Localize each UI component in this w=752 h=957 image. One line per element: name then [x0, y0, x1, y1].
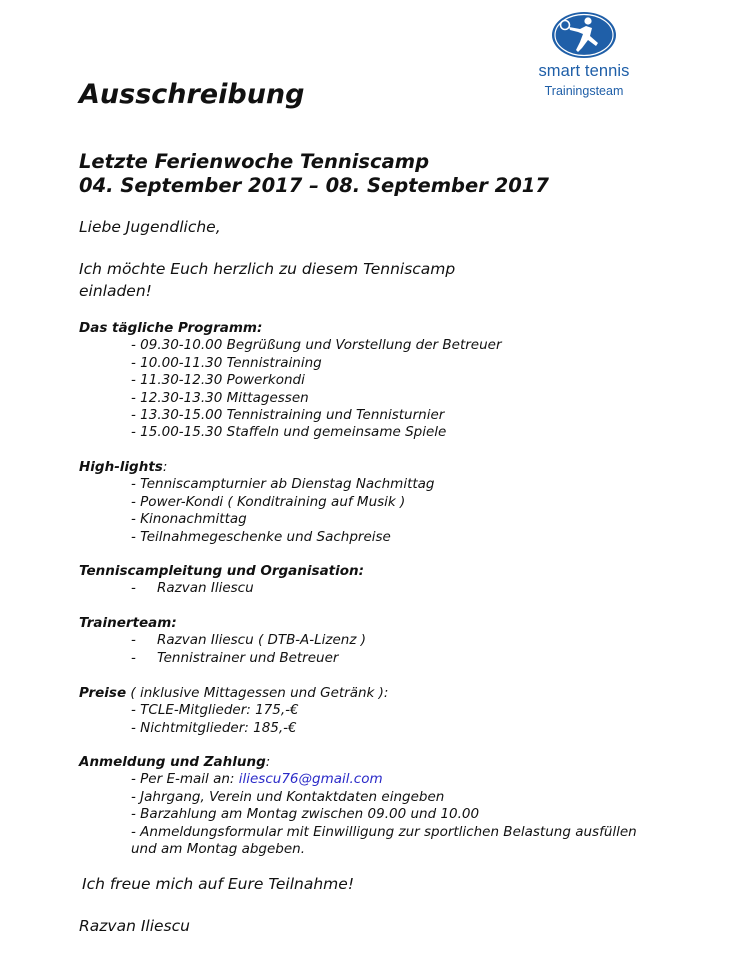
list-item: - 09.30-10.00 Begrüßung und Vorstellung der Betreuer — [131, 337, 502, 354]
list-item: und am Montag abgeben. — [131, 841, 306, 858]
list-item: - Barzahlung am Montag zwischen 09.00 und 10.00 — [131, 806, 480, 823]
event-subtitle — [79, 150, 549, 198]
signature: Razvan Iliescu — [79, 917, 190, 935]
event-dates: 04. September 2017 – 08. September 2017 — [79, 174, 549, 197]
list-dash: - — [131, 580, 136, 597]
list-item — [131, 771, 637, 788]
list-item: - 11.30-12.30 Powerkondi — [131, 372, 305, 389]
list-item: - Tenniscampturnier ab Dienstag Nachmittag — [131, 476, 435, 493]
list-item-text: Tennistrainer und Betreuer — [157, 649, 339, 666]
list-dash: - — [131, 632, 136, 649]
highlights-colon: : — [162, 459, 168, 475]
anmeldung-colon: : — [265, 754, 271, 770]
list-item — [131, 632, 366, 649]
email-link[interactable]: iliescu76@gmail.com — [238, 771, 383, 788]
leitung-section — [79, 563, 364, 598]
preise-section — [79, 685, 388, 737]
preise-note: ( inklusive Mittagessen und Getränk ): — [126, 685, 389, 701]
tennis-player-icon — [550, 10, 618, 60]
highlights-heading-text: High-lights — [79, 459, 163, 475]
anmeldung-heading-text: Anmeldung und Zahlung — [79, 754, 266, 770]
preise-heading — [79, 685, 388, 702]
list-dash: - — [131, 649, 136, 666]
highlights-section — [79, 459, 435, 546]
smart-tennis-logo — [524, 10, 644, 98]
highlights-heading — [79, 459, 435, 476]
trainerteam-section — [79, 615, 366, 667]
event-name: Letzte Ferienwoche Tenniscamp — [79, 150, 430, 173]
trainerteam-heading: Trainerteam: — [79, 615, 177, 631]
invitation-line-2: einladen! — [79, 282, 152, 300]
list-item: - Jahrgang, Verein und Kontaktdaten eingeben — [131, 788, 445, 805]
invitation-line-1: Ich möchte Euch herzlich zu diesem Tenniscamp — [79, 260, 456, 278]
logo-brand-text: smart tennis — [538, 62, 630, 80]
preise-heading-text: Preise — [79, 685, 127, 701]
list-item: - 12.30-13.30 Mittagessen — [131, 389, 309, 406]
list-item: - 13.30-15.00 Tennistraining und Tennisturnier — [131, 407, 445, 424]
list-item: - 15.00-15.30 Staffeln und gemeinsame Spiele — [131, 424, 447, 441]
page-title: Ausschreibung — [79, 79, 305, 110]
logo-subtitle: Trainingsteam — [544, 84, 624, 98]
list-item-text: Razvan Iliescu ( DTB-A-Lizenz ) — [157, 632, 367, 649]
closing-line: Ich freue mich auf Eure Teilnahme! — [82, 875, 355, 893]
list-item: - Nichtmitglieder: 185,-€ — [131, 719, 297, 736]
list-item — [131, 580, 364, 597]
invitation — [79, 258, 455, 302]
email-prefix: - Per E-mail an: — [131, 771, 239, 788]
list-item: - 10.00-11.30 Tennistraining — [131, 354, 322, 371]
anmeldung-heading — [79, 754, 637, 771]
programm-heading: Das tägliche Programm: — [79, 320, 263, 336]
anmeldung-section — [79, 754, 637, 858]
list-item-text: Razvan Iliescu — [157, 580, 254, 597]
list-item — [131, 650, 366, 667]
list-item: - Anmeldungsformular mit Einwilligung zur sportlichen Belastung ausfüllen — [131, 823, 637, 840]
list-item: - Teilnahmegeschenke und Sachpreise — [131, 528, 391, 545]
greeting: Liebe Jugendliche, — [79, 218, 221, 236]
list-item: - TCLE-Mitglieder: 175,-€ — [131, 702, 299, 719]
programm-section — [79, 320, 502, 442]
list-item: - Kinonachmittag — [131, 511, 247, 528]
list-item: - Power-Kondi ( Konditraining auf Musik ) — [131, 493, 406, 510]
leitung-heading: Tenniscampleitung und Organisation: — [79, 563, 365, 579]
